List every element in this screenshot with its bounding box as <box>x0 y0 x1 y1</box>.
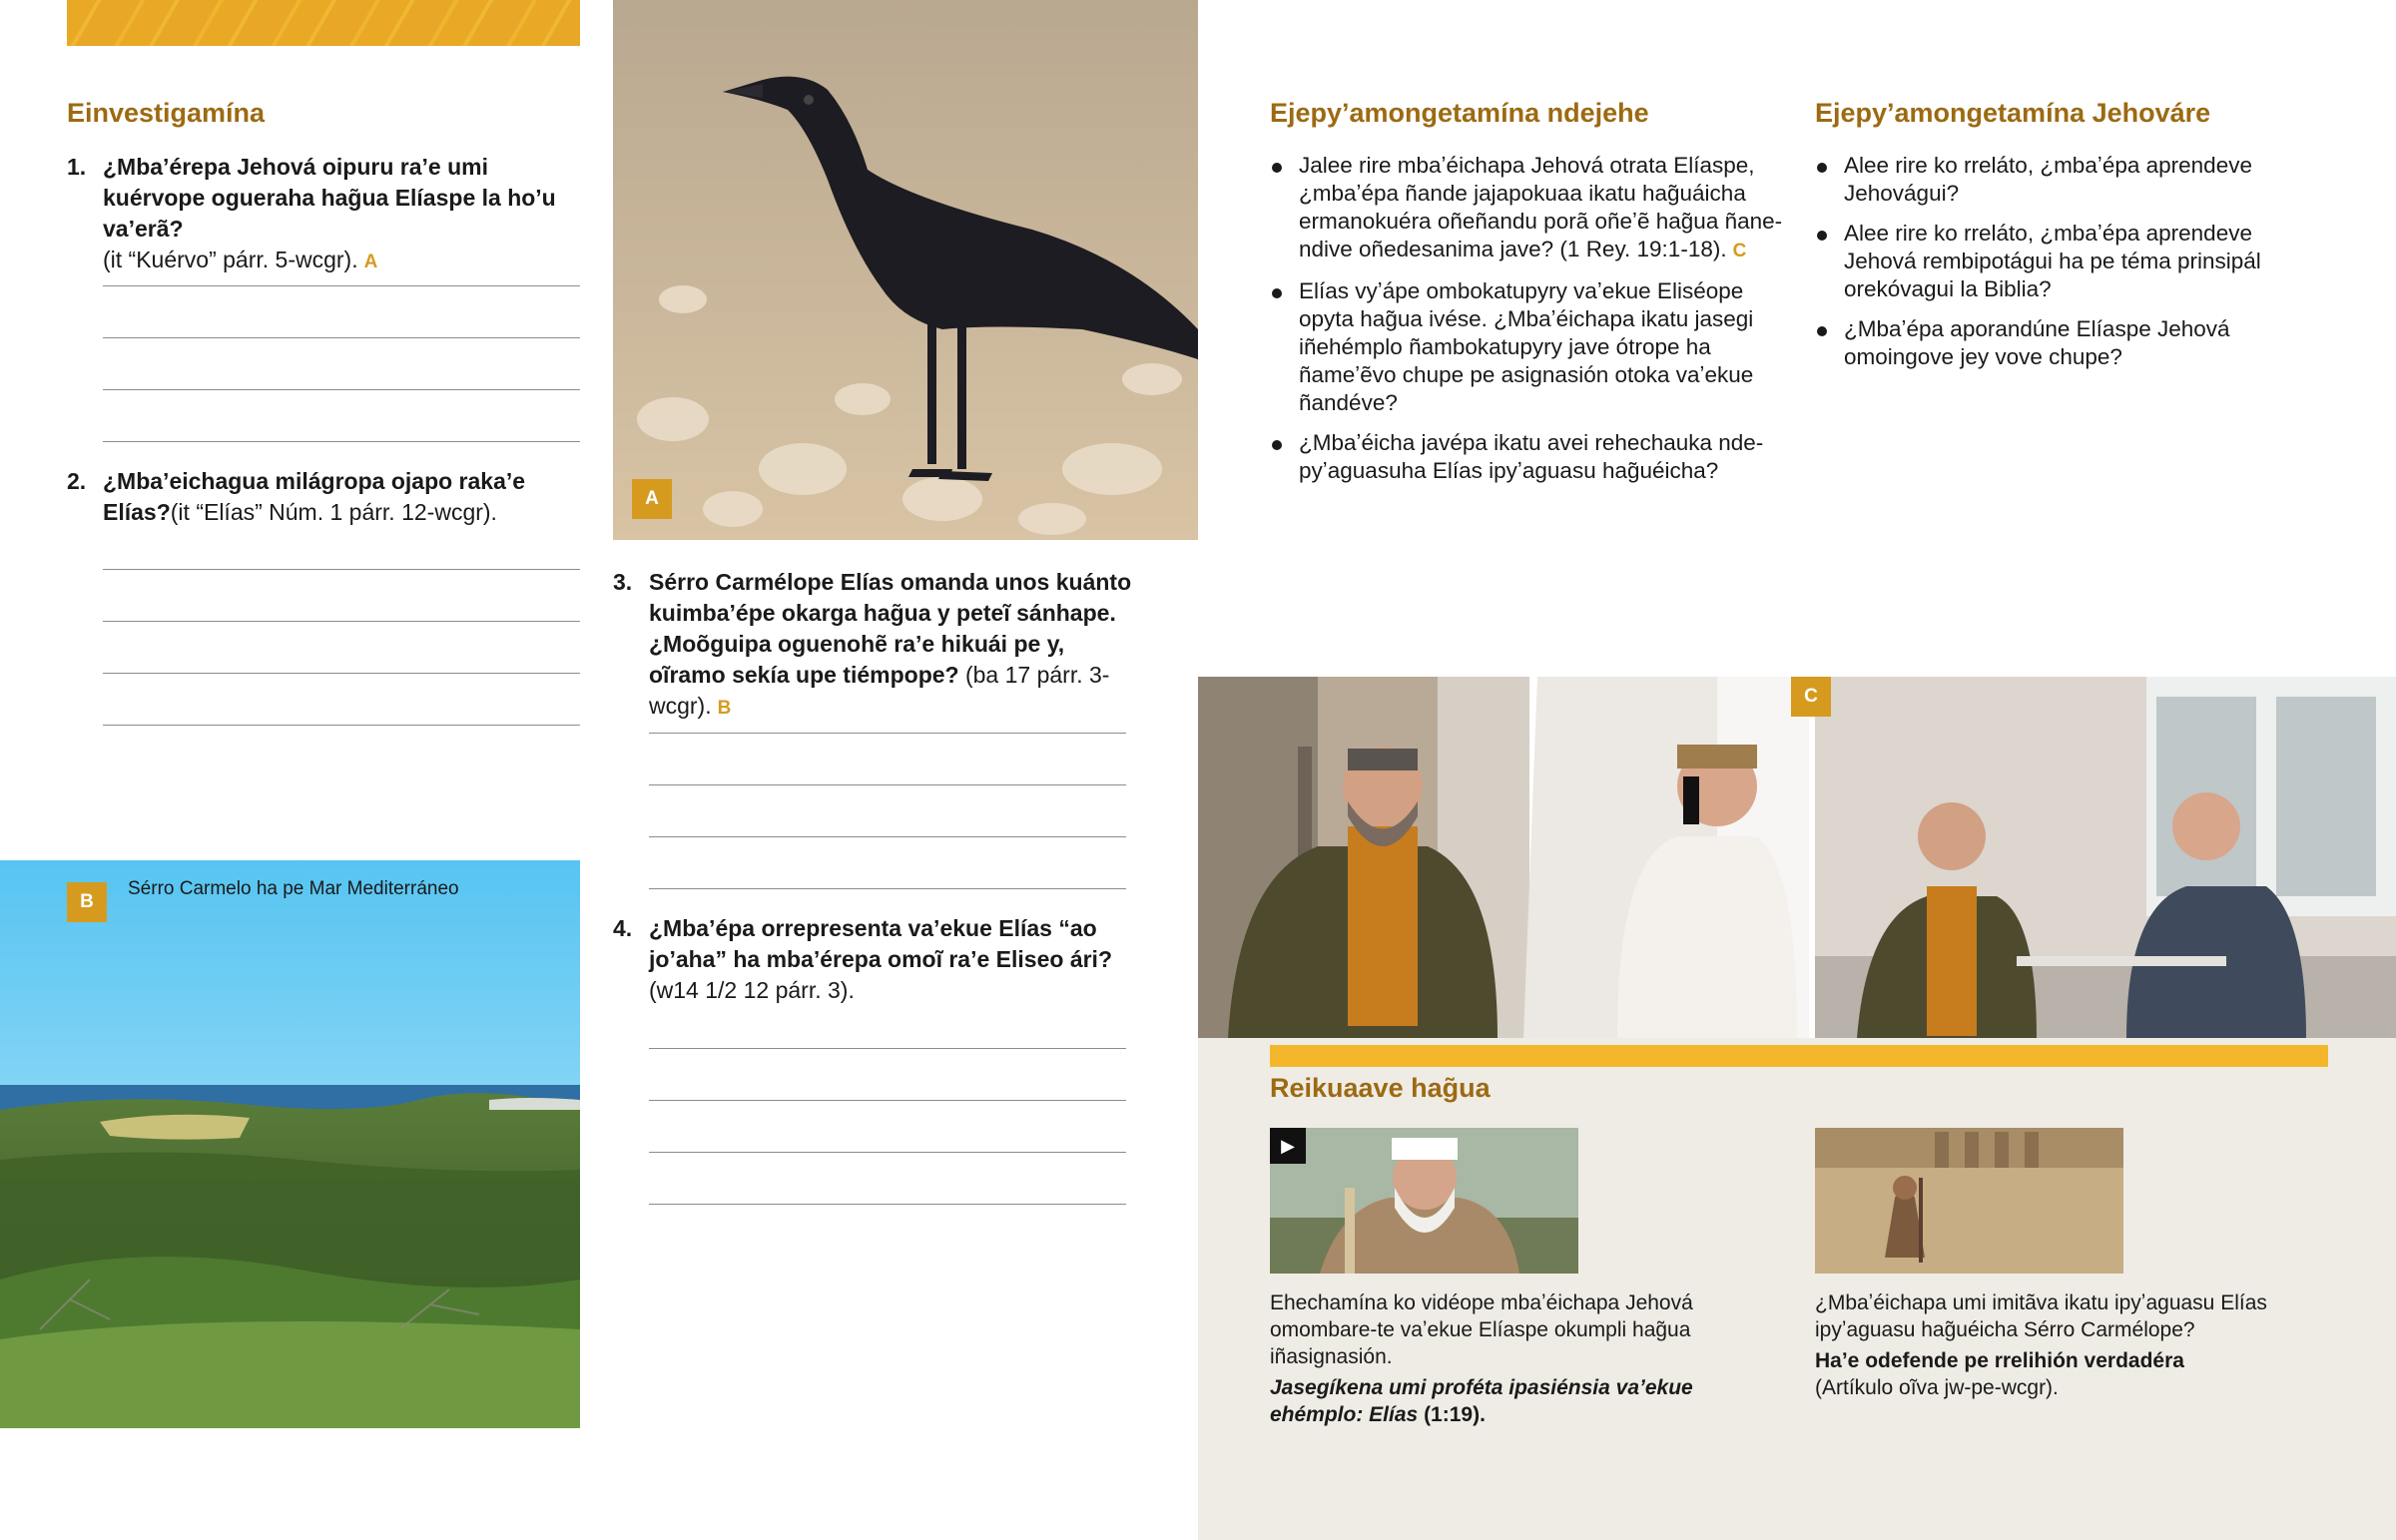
question-3 <box>613 567 1132 724</box>
answer-line <box>103 337 580 338</box>
question-number: 2. <box>67 468 87 494</box>
list-item-text: Elías vyʼápe ombokatupyry vaʼekue Eliséope opyta hag̃ua ivése. ¿Mbaʼéichapa ikatu jasegi iñehémplo ñambokatupyry jave ótrope ha ñameʼẽvo chupe pe asignasión otoka vaʼekue ñandéve? <box>1299 278 1754 415</box>
question-1 <box>67 152 576 277</box>
list-item <box>1815 315 2294 371</box>
question-reference: (ba 17 párr. 3-wcgr). <box>649 662 1110 719</box>
video-block <box>1270 1289 1789 1428</box>
list-item-text: Alee rire ko rreláto, ¿mbaʼépa aprendeve Jehovágui? <box>1844 153 2252 206</box>
answer-line <box>649 1204 1126 1205</box>
answer-line <box>103 441 580 442</box>
list-item-text: ¿Mbaʼépa aporandúne Elíaspe Jehová omoingove jey vove chupe? <box>1844 316 2230 369</box>
list-item-text: Alee rire ko rreláto, ¿mbaʼépa aprendeve Jehová rembipotágui ha pe téma prinsipál orekóvagui la Biblia? <box>1844 221 2261 301</box>
video-title[interactable]: Jasegíkena umi proféta ipasiénsia vaʼekue ehémplo: Elías <box>1270 1376 1693 1426</box>
research-heading: Einvestigamína <box>67 98 266 128</box>
photo-reference-letter: B <box>717 698 732 719</box>
decorative-rule <box>1270 1045 2328 1067</box>
decorative-header-band <box>67 0 580 46</box>
reflect-jehovah-heading: Ejepyʼamongetamína Jehováre <box>1815 98 2211 128</box>
answer-line <box>103 389 580 390</box>
play-icon[interactable]: ▶ <box>1270 1128 1306 1164</box>
question-text: Sérro Carmélope Elías omanda unos kuánto kuimbaʼépe okarga hag̃ua y peteĩ sánhape. ¿Moõguipa oguenohẽ raʼe hikuái pe y, oĩramo sekía upe tiémpope? <box>649 569 1132 688</box>
video-duration: (1:19). <box>1424 1403 1486 1426</box>
list-item <box>1815 220 2294 303</box>
photo-tag-a: A <box>632 479 672 519</box>
question-text: ¿Mbaʼeichagua milágropa ojapo rakaʼe Elías? <box>103 468 526 525</box>
learn-more-heading: Reikuaave hag̃ua <box>1270 1073 1491 1103</box>
mount-carmel-landscape <box>0 860 580 1428</box>
photo-reference-letter: C <box>1732 241 1747 261</box>
list-item-text: ¿Mbaʼéicha javépa ikatu avei rehechauka nde-pyʼaguasuha Elías ipyʼaguasu hag̃uéicha? <box>1299 430 1764 483</box>
article-description: ¿Mbaʼéichapa umi imitãva ikatu ipyʼaguasu Elías ipyʼaguasu hag̃uéicha Sérro Carmélope? <box>1815 1291 2267 1341</box>
question-text: ¿Mbaʼérepa Jehová oipuru raʼe umi kuérvope ogueraha hag̃ua Elíaspe la hoʼu vaʼerã? <box>103 154 556 242</box>
mount-carmel-photo <box>0 860 580 1428</box>
photo-strip-illustration <box>1198 677 2396 1038</box>
answer-line <box>649 836 1126 837</box>
photo-tag-c: C <box>1791 677 1831 717</box>
photo-caption: Sérro Carmelo ha pe Mar Mediterráneo <box>128 878 459 899</box>
question-reference: (it “Kuérvo” párr. 5-wcgr). <box>103 247 358 272</box>
article-reference: (Artíkulo oĩva jw-pe-wcgr). <box>1815 1376 2059 1399</box>
answer-line <box>649 888 1126 889</box>
photo-reference-letter: A <box>363 252 378 272</box>
raven-illustration <box>613 0 1198 540</box>
question-number: 4. <box>613 915 633 941</box>
raven-photo <box>613 0 1198 540</box>
elijah-video-illustration <box>1270 1128 1578 1274</box>
article-illustration <box>1815 1128 2123 1274</box>
list-item <box>1270 277 1789 417</box>
answer-line <box>649 784 1126 785</box>
list-item <box>1815 152 2294 208</box>
phone-call-photo-strip <box>1198 677 2396 1038</box>
article-block <box>1815 1289 2294 1401</box>
answer-line <box>103 621 580 622</box>
video-description: Ehechamína ko vidéope mbaʼéichapa Jehová omombare-te vaʼekue Elíaspe okumpli hag̃ua iñasignasión. <box>1270 1291 1693 1368</box>
answer-line <box>103 673 580 674</box>
list-item <box>1270 152 1789 265</box>
question-4 <box>613 913 1132 1006</box>
answer-line <box>649 1048 1126 1049</box>
photo-tag-b: B <box>67 882 107 922</box>
question-number: 3. <box>613 569 633 595</box>
answer-line <box>103 569 580 570</box>
reflect-self-list <box>1270 152 1789 497</box>
question-reference: (it “Elías” Núm. 1 párr. 12-wcgr). <box>170 499 497 525</box>
article-thumbnail[interactable] <box>1815 1128 2123 1274</box>
answer-line <box>103 285 580 286</box>
question-number: 1. <box>67 154 87 180</box>
answer-line <box>649 733 1126 734</box>
list-item-text: Jalee rire mbaʼéichapa Jehová otrata Elíaspe, ¿mbaʼépa ñande jajapokuaa ikatu hag̃uáicha ermanokuéra oñeñandu porã oñeʼẽ hag̃ua ñane-ndive oñedesanima jave? (1 Rey. 19:1-18). <box>1299 153 1783 261</box>
list-item <box>1270 429 1789 485</box>
question-reference: (w14 1/2 12 párr. 3). <box>649 977 855 1003</box>
video-thumbnail[interactable] <box>1270 1128 1578 1274</box>
question-text: ¿Mbaʼépa orrepresenta vaʼekue Elías “ao joʼaha” ha mbaʼérepa omoĩ raʼe Eliseo ári? <box>649 915 1112 972</box>
answer-line <box>649 1100 1126 1101</box>
reflect-jehovah-list <box>1815 152 2294 383</box>
answer-line <box>103 725 580 726</box>
question-2 <box>67 466 576 528</box>
article-title[interactable]: Haʼe odefende pe rrelihión verdadéra <box>1815 1349 2184 1372</box>
answer-line <box>649 1152 1126 1153</box>
reflect-self-heading: Ejepyʼamongetamína ndejehe <box>1270 98 1649 128</box>
